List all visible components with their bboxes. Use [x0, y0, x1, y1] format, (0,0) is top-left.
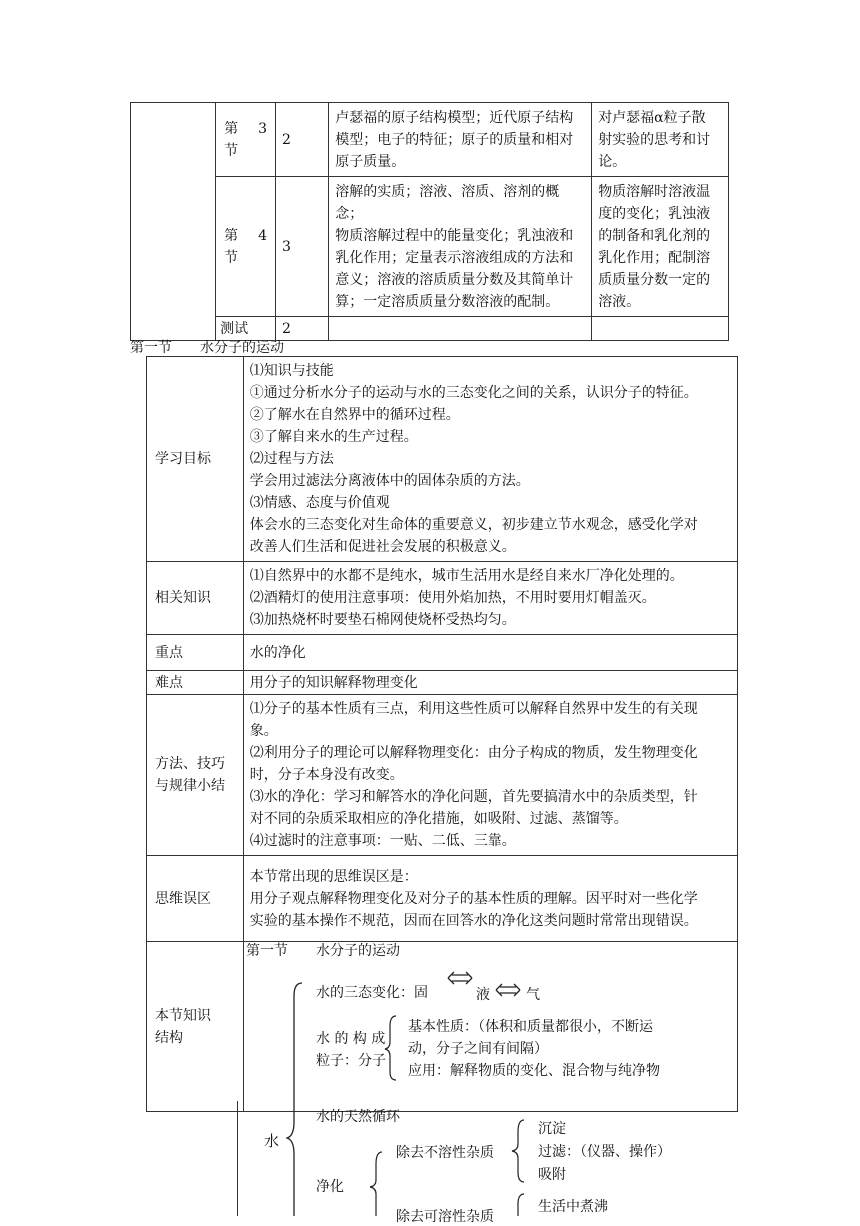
table-row [147, 671, 738, 695]
row-label: 学习目标 [147, 357, 244, 562]
application: 应用：解释物质的变化、混合物与纯净物 [408, 1063, 660, 1079]
row-content: 用分子的知识解释物理变化 [243, 671, 737, 695]
purify-label: 净化 [316, 1179, 344, 1195]
section-title: 水分子的运动 [200, 340, 284, 356]
activity-cell: 物质溶解时溶液温 度的变化；乳浊液 的制备和乳化剂的 乳化作用；配制溶 质质量分数一定的 溶液。 [592, 177, 729, 317]
filter-label: 过滤：（仪器、操作） [538, 1144, 671, 1160]
section-cell: 测试 [216, 317, 276, 341]
row-content: 本节常出现的思维误区是： 用分子观点解释物理变化及对分子的基本性质的理解。因平时对一些化学 实验的基本操作不规范，因而在回答水的净化这类问题时常常出现错误。 [243, 856, 737, 942]
table-row [147, 357, 738, 562]
soluble-brace [510, 1192, 526, 1216]
table-row [131, 177, 729, 317]
hours-cell: 2 [275, 317, 328, 341]
hours-cell: 3 [275, 177, 328, 317]
boil-label: 生活中煮沸 [538, 1199, 608, 1215]
adsorb-label: 吸附 [538, 1167, 566, 1183]
curriculum-table [130, 102, 729, 341]
liquid-label: 液 [476, 987, 490, 1003]
row-label: 方法、技巧 与规律小结 [147, 695, 244, 856]
section-cell: 第 4 节 [216, 177, 276, 317]
insoluble-brace [510, 1118, 526, 1184]
section-number: 第一节 [130, 340, 172, 356]
table-border-continuation [237, 1101, 238, 1216]
content-cell: 溶解的实质；溶液、溶质、溶剂的概念； 物质溶解过程中的能量变化；乳浊液和 乳化作用；定量表示溶液组成的方法和 意义；溶液的溶质质量分数及其简单计 算；一定溶质质量分数溶液的配制。 [329, 177, 592, 317]
row-label: 相关知识 [147, 562, 244, 635]
row-label: 难点 [147, 671, 244, 695]
row-label: 本节知识 结构 [147, 942, 244, 1112]
hours-cell: 2 [275, 103, 328, 177]
table-row [131, 103, 729, 177]
section-cell: 第 3 节 [216, 103, 276, 177]
activity-cell: 对卢瑟福α粒子散 射实验的思考和讨 论。 [592, 103, 729, 177]
unit-cell [131, 103, 216, 341]
row-content: 水的净化 [243, 635, 737, 671]
insoluble-label: 除去不溶性杂质 [396, 1145, 494, 1161]
row-content: ⑴知识与技能 ①通过分析水分子的运动与水的三态变化之间的关系，认识分子的特征。 ②了解水在自然界中的循环过程。 ③了解自来水的生产过程。 ⑵过程与方法 学会用过滤法分离液体中的固体杂质的方法。 ⑶情感、态度与价值观 体会水的三态变化对生命体的重要意义，初步建立节水观念，感受化学对 改善人们生活和促进社会发展的积极意义。 [243, 357, 737, 562]
gas-label: 气 [526, 987, 540, 1003]
activity-cell [592, 317, 729, 341]
content-cell [329, 317, 592, 341]
root-label: 水 [264, 1132, 280, 1150]
particle-label-b: 粒子：分子 [316, 1053, 386, 1069]
double-arrow-icon [446, 970, 474, 986]
states-label: 水的三态变化：固 [316, 985, 428, 1001]
sediment-label: 沉淀 [538, 1121, 566, 1137]
table-row [147, 695, 738, 856]
table-row [147, 635, 738, 671]
content-cell: 卢瑟福的原子结构模型；近代原子结构 模型；电子的特征；原子的质量和相对 原子质量。 [329, 103, 592, 177]
purify-brace [368, 1150, 384, 1216]
row-label: 重点 [147, 635, 244, 671]
particle-label-a: 水 的 构 成 [316, 1031, 386, 1047]
row-label: 思维误区 [147, 856, 244, 942]
table-row [147, 562, 738, 635]
section-heading [130, 337, 284, 357]
table-row [147, 856, 738, 942]
knowledge-heading: 第一节 水分子的运动 [246, 943, 400, 959]
row-content: ⑴自然界中的水都不是纯水，城市生活用水是经自来水厂净化处理的。 ⑵酒精灯的使用注意事项：使用外焰加热，不用时要用灯帽盖灭。 ⑶加热烧杯时要垫石棉网使烧杯受热均匀。 [243, 562, 737, 635]
soluble-label: 除去可溶性杂质 [396, 1209, 494, 1225]
root-brace [286, 982, 306, 1216]
natural-cycle: 水的天然循环 [316, 1109, 400, 1125]
double-arrow-icon [494, 982, 522, 998]
basic-property-cont: 动，分子之间有间隔） [408, 1041, 548, 1057]
basic-property: 基本性质：（体积和质量都很小，不断运 [408, 1019, 653, 1035]
lesson-plan-table [146, 356, 738, 1112]
row-content: ⑴分子的基本性质有三点，利用这些性质可以解释自然界中发生的有关现 象。 ⑵利用分子的理论可以解释物理变化：由分子构成的物质，发生物理变化 时，分子本身没有改变。 ⑶水的净化：学习和解答水的净化问题，首先要搞清水中的杂质类型，针 对不同的杂质采取相应的净化措施，如吸附、过滤、蒸馏等。 ⑷过滤时的注意事项：一贴、二低、三靠。 [243, 695, 737, 856]
particle-brace [384, 1014, 398, 1082]
